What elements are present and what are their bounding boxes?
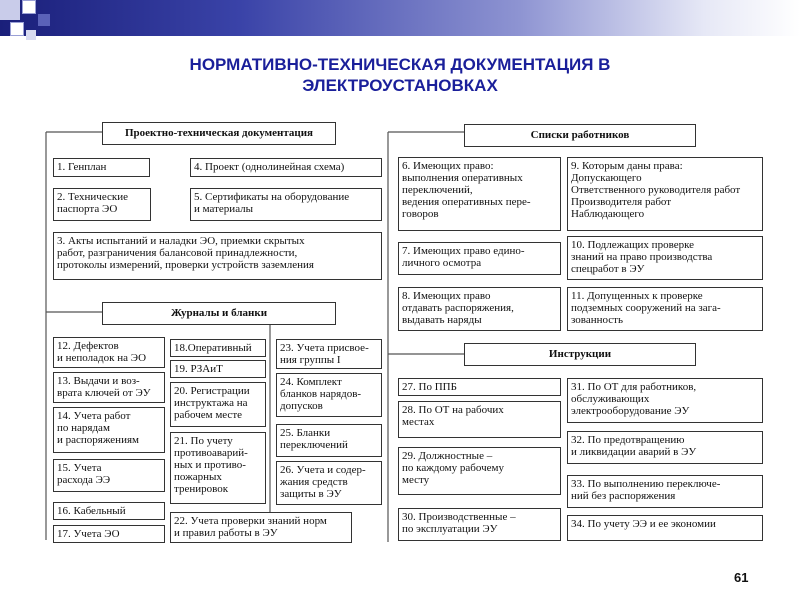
decor-square xyxy=(0,0,20,20)
header-instructions: Инструкции xyxy=(464,343,696,366)
page-number: 61 xyxy=(734,570,749,585)
item-16-cable: 16. Кабельный xyxy=(53,502,165,520)
item-1-genplan: 1. Генплан xyxy=(53,158,150,177)
item-5-certificates: 5. Сертификаты на оборудование и материалы xyxy=(190,188,382,221)
header-workers-lists: Списки работников xyxy=(464,124,696,147)
item-31-equipment-staff: 31. По ОТ для работников, обслуживающих электрооборудование ЭУ xyxy=(567,378,763,423)
item-27-fire-safety: 27. По ППБ xyxy=(398,378,561,396)
header-journals-blanks: Журналы и бланки xyxy=(102,302,336,325)
item-8-orders: 8. Имеющих право отдавать распоряжения, выдавать наряды xyxy=(398,287,561,331)
header-gradient-bar xyxy=(0,0,800,36)
page-title-line-1: НОРМАТИВНО-ТЕХНИЧЕСКАЯ ДОКУМЕНТАЦИЯ В xyxy=(189,55,611,74)
item-2-passports: 2. Технические паспорта ЭО xyxy=(53,188,151,221)
item-4-project: 4. Проект (однолинейная схема) xyxy=(190,158,382,177)
header-project-documentation: Проектно-техническая документация xyxy=(102,122,336,145)
item-25-switching-blanks: 25. Бланки переключений xyxy=(276,424,382,457)
decor-square xyxy=(26,30,36,40)
item-6-operative-rights: 6. Имеющих право: выполнения оперативных переключений, ведения оперативных пере- говоров xyxy=(398,157,561,231)
item-17-equipment: 17. Учета ЭО xyxy=(53,525,165,543)
item-29-job-instructions: 29. Должностные – по каждому рабочему месту xyxy=(398,447,561,495)
item-3-acts: 3. Акты испытаний и наладки ЭО, приемки скрытых работ, разграничения балансовой принадлежности, протоколы измерений, проверки устройств заземления xyxy=(53,232,382,280)
item-18-operative: 18.Оперативный xyxy=(170,339,266,357)
item-32-accidents: 32. По предотвращению и ликвидации аварий в ЭУ xyxy=(567,431,763,464)
item-23-group-one: 23. Учета присвое- ния группы I xyxy=(276,339,382,369)
item-30-production: 30. Производственные – по эксплуатации ЭУ xyxy=(398,508,561,541)
item-21-drills: 21. По учету противоаварий- ных и противо- пожарных тренировок xyxy=(170,432,266,504)
item-11-underground: 11. Допущенных к проверке подземных сооружений на зага- зованность xyxy=(567,287,763,331)
decor-square xyxy=(10,22,24,36)
item-19-rzait: 19. РЗАиТ xyxy=(170,360,266,378)
item-33-switching: 33. По выполнению переключе- ний без распоряжения xyxy=(567,475,763,508)
item-14-work-orders: 14. Учета работ по нарядам и распоряжениям xyxy=(53,407,165,453)
item-26-protective-means: 26. Учета и содер- жания средств защиты в ЭУ xyxy=(276,461,382,505)
page-title-line-2: ЭЛЕКТРОУСТАНОВКАХ xyxy=(302,76,498,95)
item-24-permit-blanks: 24. Комплект бланков нарядов- допусков xyxy=(276,373,382,417)
decor-square xyxy=(22,0,36,14)
item-13-keys: 13. Выдачи и воз- врата ключей от ЭУ xyxy=(53,372,165,403)
item-28-workplace-safety: 28. По ОТ на рабочих местах xyxy=(398,401,561,438)
item-34-energy-saving: 34. По учету ЭЭ и ее экономии xyxy=(567,515,763,541)
item-7-inspection: 7. Имеющих право едино- личного осмотра xyxy=(398,242,561,275)
item-20-briefing: 20. Регистрации инструктажа на рабочем месте xyxy=(170,382,266,427)
item-10-knowledge-check: 10. Подлежащих проверке знаний на право производства спецработ в ЭУ xyxy=(567,236,763,280)
decor-square xyxy=(38,14,50,26)
item-9-permissions: 9. Которым даны права: Допускающего Ответственного руководителя работ Производителя работ Наблюдающего xyxy=(567,157,763,231)
item-15-energy-use: 15. Учета расхода ЭЭ xyxy=(53,459,165,492)
item-12-defects: 12. Дефектов и неполадок на ЭО xyxy=(53,337,165,368)
page-title xyxy=(0,54,800,96)
item-22-knowledge-check: 22. Учета проверки знаний норм и правил работы в ЭУ xyxy=(170,512,352,543)
